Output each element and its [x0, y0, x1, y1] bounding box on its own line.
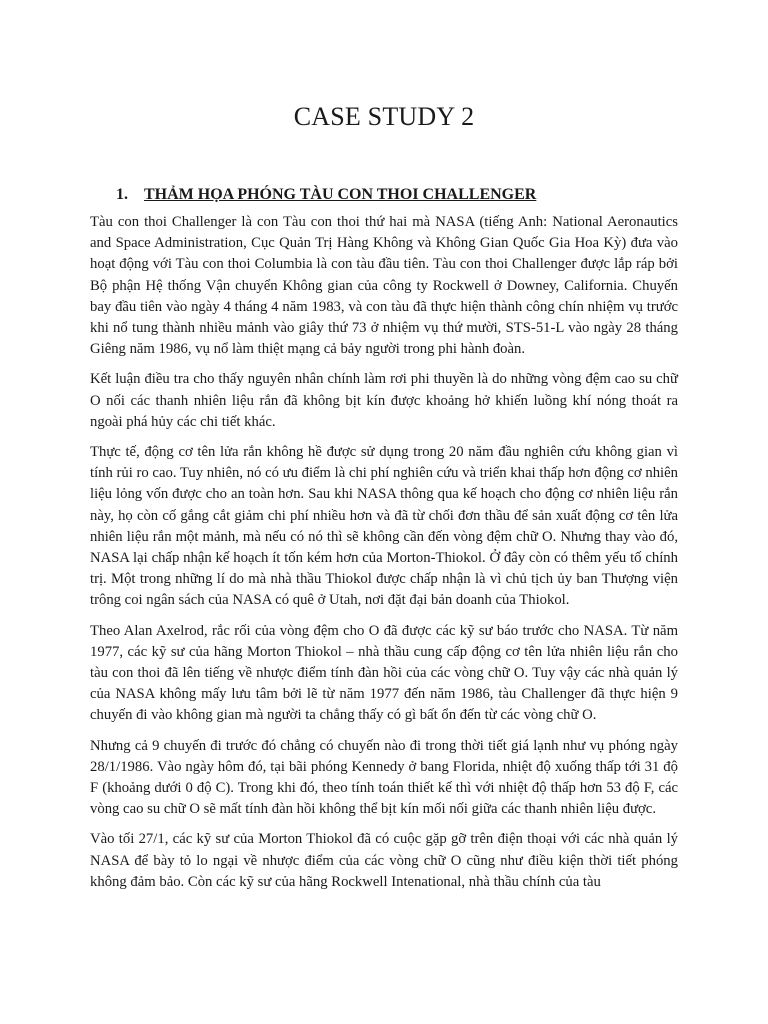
body-text — [90, 212, 678, 893]
paragraph: Theo Alan Axelrod, rắc rối của vòng đệm cho O đã được các kỹ sư báo trước cho NASA. Từ năm 1977, các kỹ sư của hãng Morton Thiokol – nhà thầu cung cấp động cơ tên lửa nhiên liệu rắn cho tàu con thoi đã lên tiếng về nhược điểm tính đàn hồi của các vòng chữ O. Tuy vậy các nhà quản lý của NASA không mấy lưu tâm bởi lẽ từ năm 1977 đến năm 1986, tàu Challenger đã thực hiện 9 chuyến đi vào không gian mà người ta chẳng thấy có gì bất ổn đến từ các vòng chữ O. — [90, 622, 678, 724]
paragraph: Tàu con thoi Challenger là con Tàu con thoi thứ hai mà NASA (tiếng Anh: National Aeronautics and Space Administration, Cục Quản Trị Hàng Không và Không Gian Quốc Gia Hoa Kỳ) đưa vào hoạt động với Tàu con thoi Columbia là con tàu đầu tiên. Tàu con thoi Challenger được lắp ráp bởi Bộ phận Hệ thống Vận chuyển Không gian của công ty Rockwell ở Downey, California. Chuyến bay đầu tiên vào ngày 4 tháng 4 năm 1983, và con tàu đã thực hiện thành công chín nhiệm vụ trước khi nổ tung thành nhiều mảnh vào giây thứ 73 ở nhiệm vụ thứ mười, STS-51-L vào ngày 28 tháng Giêng năm 1986, vụ nổ làm thiệt mạng cả bảy người trong phi hành đoàn. — [90, 214, 678, 358]
section-title: THẢM HỌA PHÓNG TÀU CON THOI CHALLENGER — [144, 186, 537, 203]
paragraph: Nhưng cả 9 chuyến đi trước đó chẳng có chuyến nào đi trong thời tiết giá lạnh như vụ phóng ngày 28/1/1986. Vào ngày hôm đó, tại bãi phóng Kennedy ở bang Florida, nhiệt độ xuống thấp tới 31 độ F (khoảng dưới 0 độ C). Trong khi đó, theo tính toán thiết kế thì với nhiệt độ thấp hơn 53 độ F, các vòng cao su chữ O sẽ mất tính đàn hồi không thể bịt kín mối nối giữa các thanh nhiên liệu được. — [90, 737, 678, 818]
page-title: CASE STUDY 2 — [293, 102, 475, 131]
paragraph: Thực tế, động cơ tên lửa rắn không hề được sử dụng trong 20 năm đầu nghiên cứu không gian vì tính rủi ro cao. Tuy nhiên, nó có ưu điểm là chi phí nghiên cứu và triển khai thấp hơn động cơ nhiên liệu lỏng vốn được cho an toàn hơn. Sau khi NASA thông qua kế hoạch cho động cơ nhiên liệu rắn này, họ còn cố gắng cắt giảm chi phí nhiều hơn và đã từ chối đơn thầu để sản xuất động cơ tên lửa nhiên liệu rắn một mảnh, mà nếu có nó thì sẽ không cần đến vòng đệm chữ O. Nhưng thay vào đó, NASA lại chấp nhận kế hoạch ít tốn kém hơn của Morton-Thiokol. Ở đây còn có thêm yếu tố chính trị. Một trong những lí do mà nhà thầu Thiokol được chấp nhận là vì chủ tịch ủy ban Thượng viện trông coi ngân sách của NASA có quê ở Utah, nơi đặt đại bản doanh của Thiokol. — [90, 444, 678, 609]
paragraph: Vào tối 27/1, các kỹ sư của Morton Thiokol đã có cuộc gặp gỡ trên điện thoại với các nhà quản lý NASA để bày tỏ lo ngại về nhược điểm của các vòng chữ O cũng như điều kiện thời tiết phóng không đảm bảo. Còn các kỹ sư của hãng Rockwell Intenational, nhà thầu chính của tàu — [90, 831, 678, 890]
section-heading — [90, 184, 678, 206]
paragraph: Kết luận điều tra cho thấy nguyên nhân chính làm rơi phi thuyền là do những vòng đệm cao su chữ O nối các thanh nhiên liệu rắn đã không bịt kín được khoảng hở khiến luồng khí nóng thoát ra ngoài phá hủy các chi tiết khác. — [90, 371, 678, 430]
section-number: 1. — [116, 186, 128, 203]
